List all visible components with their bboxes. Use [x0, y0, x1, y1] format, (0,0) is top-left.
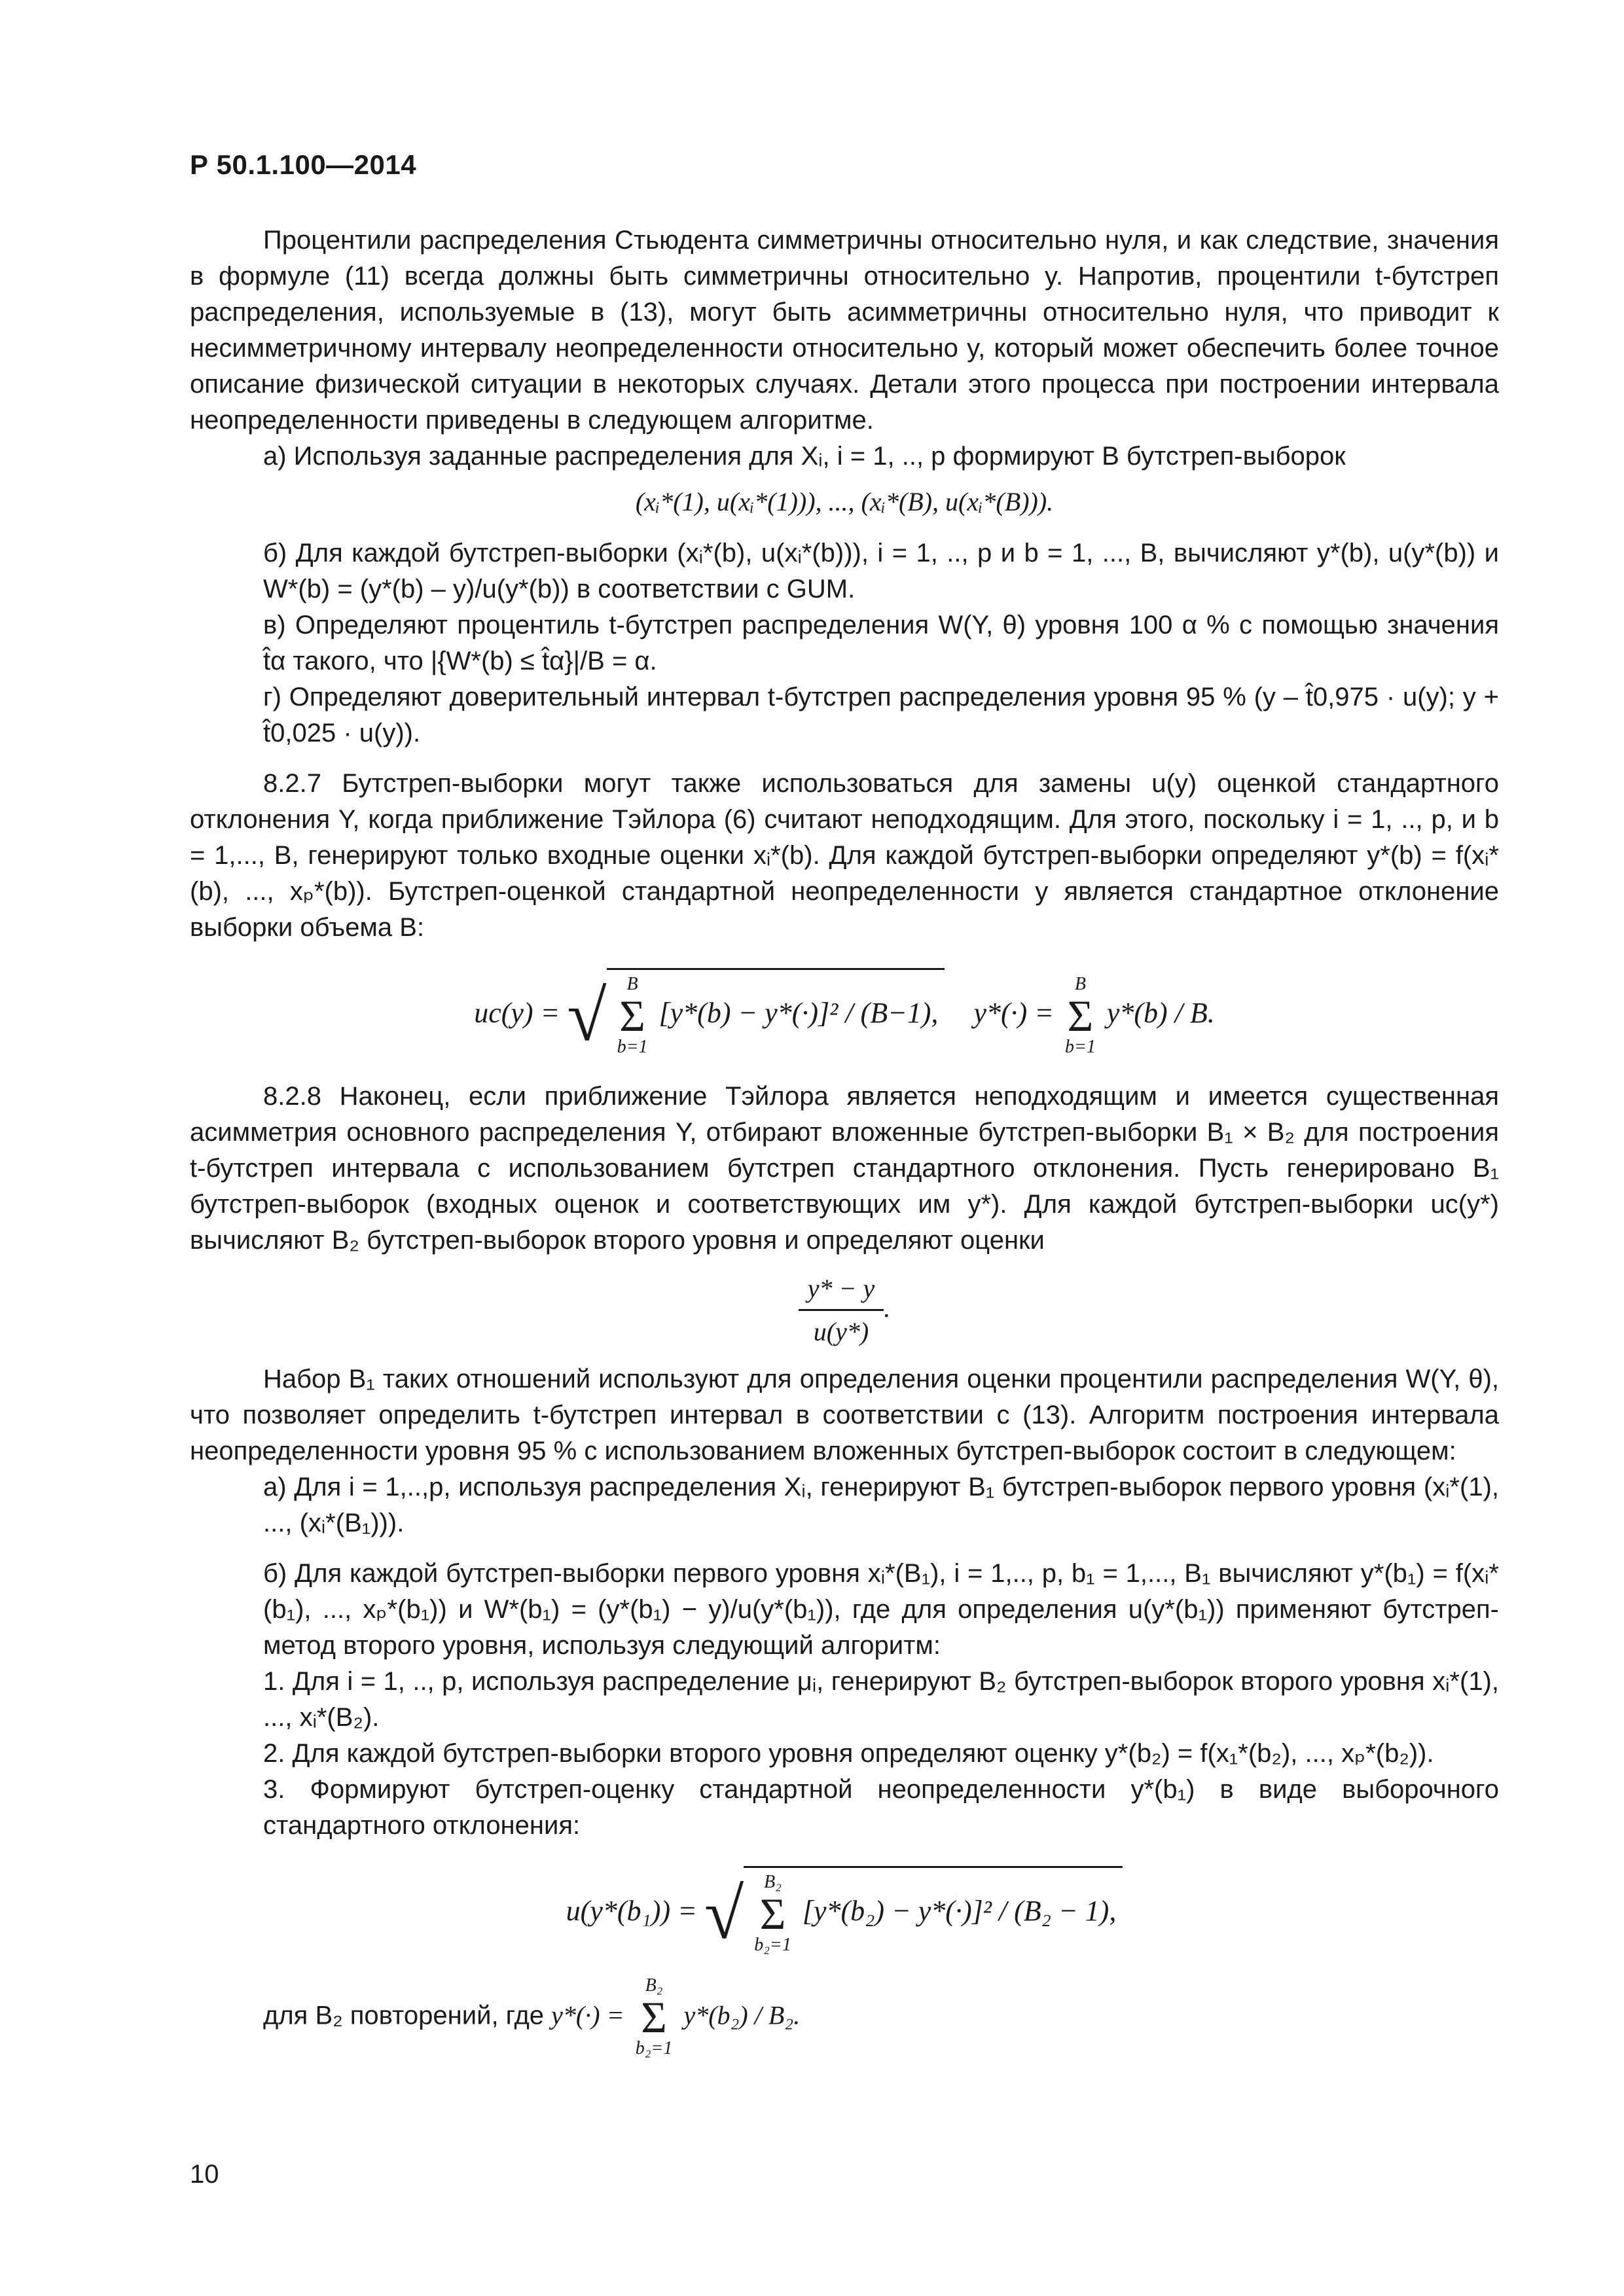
sum-symbol: B Σ b=1 — [617, 974, 648, 1057]
paragraph-set: Набор B₁ таких отношений используют для определения оценки процентили распределения W(Y, θ), что позволяет определить t-бутстреп интервал в соответствии с (13). Алгоритм построения интервала неопределенности уровня 95 % с использованием вложенных бутстреп-выборок состоит в следующем: — [190, 1365, 1499, 1465]
sum-symbol: B₂ Σ b₂=1 — [635, 1975, 673, 2058]
formula-uc — [190, 968, 1499, 1056]
step-v: в) Определяют процентиль t-бутстреп распределения W(Y, θ) уровня 100 α % с помощью значения t̂α такого, что |{W*(b) ≤ t̂α}|/B = α. — [263, 611, 1499, 675]
final-line — [190, 1977, 1499, 2058]
sum-symbol: B₂ Σ b₂=1 — [754, 1872, 791, 1955]
sum-upper: B — [626, 974, 638, 994]
formula-uc-mean-lhs: y*(·) = — [973, 997, 1054, 1030]
page-number: 10 — [190, 2160, 219, 2189]
final-lhs: y*(·) = — [551, 2000, 624, 2030]
sum-upper: B — [1074, 974, 1086, 994]
ratio-denominator: u(y*) — [813, 1317, 869, 1346]
sum-symbol: B Σ b=1 — [1064, 974, 1096, 1057]
paragraph-8-2-8: 8.2.8 Наконец, если приближение Тэйлора является неподходящим и имеется существенная асимметрия основного распределения Y, отбирают вложенные бутстреп-выборки B₁ × B₂ для построения t-бутстреп интервала с использованием бутстреп стандартного отклонения. Пусть генерировано B₁ бутстреп-выборок (входных оценок и соответствующих им y*). Для каждой бутстреп-выборки uc(y*) вычисляют B₂ бутстреп-выборок второго уровня и определяют оценки — [190, 1082, 1499, 1255]
sum-upper: B₂ — [764, 1872, 782, 1892]
formula-u-second-level — [190, 1866, 1499, 1954]
formula-uc-inner: [y*(b) − y*(·)]² / (B−1), — [659, 997, 939, 1030]
ratio-numerator: y* − y — [799, 1270, 884, 1311]
ratio-formula: $\frac{y* - y}{u(y*)}$ . — [190, 1270, 1499, 1350]
sum-lower: b₂=1 — [635, 2038, 673, 2058]
formula-uc-radicand — [607, 968, 945, 1056]
document-page — [190, 0, 1499, 2296]
step-b: б) Для каждой бутстреп-выборки (xᵢ*(b), u(xᵢ*(b))), i = 1, .., p и b = 1, ..., B, вычисляют y*(b), u(y*(b)) и W*(b) = (y*(b) – y)/u(y*(b)) в соответствии с GUM. — [263, 539, 1499, 603]
final-expr: y*(b₂) / B₂. — [683, 2000, 801, 2030]
sum-lower: b=1 — [1064, 1037, 1096, 1057]
step-a: а) Используя заданные распределения для Xᵢ, i = 1, .., p формируют B бутстреп-выборок — [263, 442, 1346, 471]
formula-uc-lhs: uc(y) = — [474, 997, 560, 1030]
step-a-formula: (xᵢ*(1), u(xᵢ*(1))), ..., (xᵢ*(B), u(xᵢ*(B))). — [635, 487, 1054, 516]
step-g: г) Определяют доверительный интервал t-бутстреп распределения уровня 95 % (y – t̂0,975 · u(y); y + t̂0,025 · u(y)). — [263, 683, 1499, 747]
nested-step-b: б) Для каждой бутстреп-выборки первого уровня xᵢ*(B₁), i = 1,.., p, b₁ = 1,..., B₁ вычисляют y*(b₁) = f(xᵢ*(b₁), ..., xₚ*(b₁)) и W*(b₁) = (y*(b₁) − y)/u(y*(b₁)), где для определения u(y*(b₁)) применяют бутстреп-метод второго уровня, используя следующий алгоритм: — [263, 1559, 1499, 1660]
sqrt-symbol: √ — [704, 1874, 744, 1954]
substep-3: 3. Формируют бутстреп-оценку стандартной неопределенности y*(b₁) в виде выборочного стандартного отклонения: — [263, 1775, 1499, 1840]
paragraph-8-2-7: 8.2.7 Бутстреп-выборки могут также использоваться для замены u(y) оценкой стандартного отклонения Y, когда приближение Тэйлора (6) считают неподходящим. Для этого, поскольку i = 1, .., p, и b = 1,..., B, генерируют только входные оценки xᵢ*(b). Для каждой бутстреп-выборки определяют y*(b) = f(xᵢ*(b), ..., xₚ*(b)). Бутстреп-оценкой стандартной неопределенности y является стандартное отклонение выборки объема B: — [190, 769, 1499, 942]
intro-paragraph: Процентили распределения Стьюдента симметричны относительно нуля, и как следствие, значения в формуле (11) всегда должны быть симметричны относительно y. Напротив, процентили t-бутстреп распределения, используемые в (13), могут быть асимметричны относительно нуля, что приводит к несимметричному интервалу неопределенности относительно y, который может обеспечить более точное описание физической ситуации в некоторых случаях. Детали этого процесса при построении интервала неопределенности приведены в следующем алгоритме. — [190, 226, 1499, 435]
substep-2: 2. Для каждой бутстреп-выборки второго уровня определяют оценку y*(b₂) = f(x₁*(b₂), ..., xₚ*(b₂)). — [263, 1739, 1434, 1768]
formula-u-lhs: u(y*(b₁)) = — [566, 1895, 697, 1928]
formula-uc-mean-expr: y*(b) / B. — [1106, 997, 1215, 1030]
sum-lower: b=1 — [617, 1037, 648, 1057]
final-text: для B₂ повторений, где — [263, 2001, 545, 2030]
document-body — [190, 223, 1499, 2058]
formula-u-inner: [y*(b₂) − y*(·)]² / (B₂ − 1), — [802, 1895, 1117, 1928]
sqrt-symbol: √ — [567, 976, 607, 1056]
sum-upper: B₂ — [645, 1975, 663, 1996]
substep-1: 1. Для i = 1, .., p, используя распределение μᵢ, генерируют B₂ бутстреп-выборок второго уровня xᵢ*(1), ..., xᵢ*(B₂). — [263, 1667, 1499, 1732]
formula-u-radicand — [744, 1866, 1123, 1954]
standard-id: Р 50.1.100—2014 — [190, 149, 417, 180]
nested-step-a: а) Для i = 1,..,p, используя распределения Xᵢ, генерируют B₁ бутстреп-выборок первого уровня (xᵢ*(1), ..., (xᵢ*(B₁))). — [263, 1473, 1499, 1537]
sum-lower: b₂=1 — [754, 1935, 791, 1955]
